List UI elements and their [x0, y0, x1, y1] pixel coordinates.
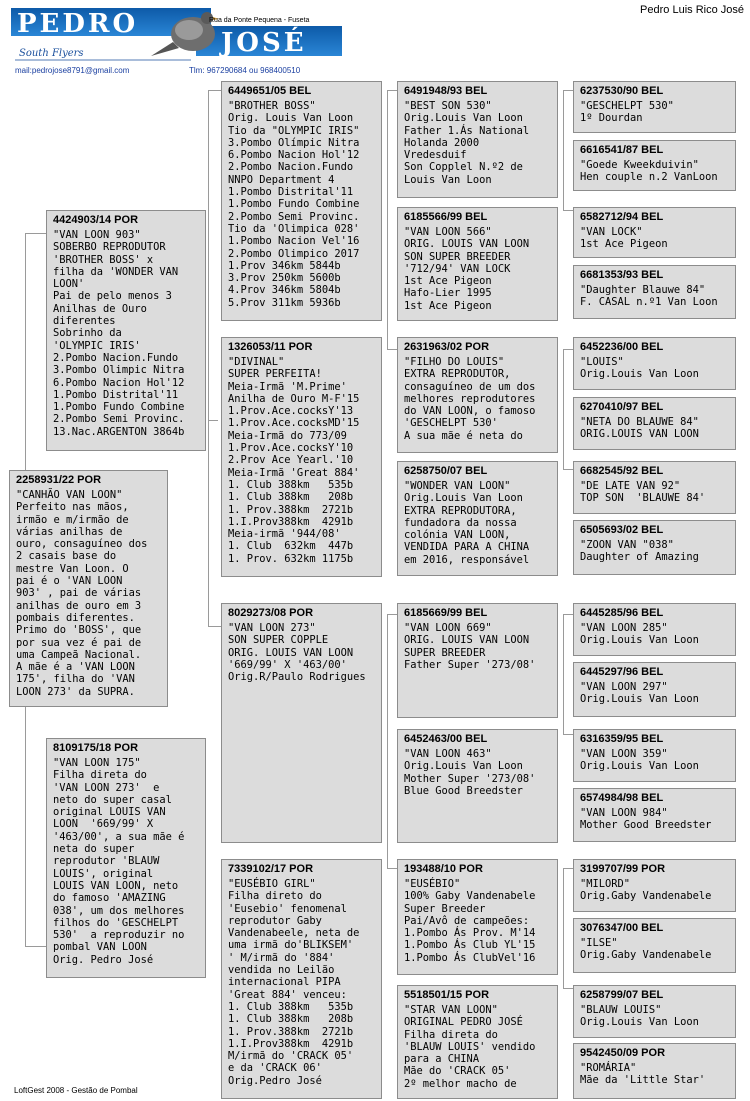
pedigree-card-gen4[interactable]: [573, 918, 736, 973]
pigeon-description: "ZOON VAN "038" Daughter of Amazing: [580, 539, 699, 564]
pedigree-card-gen4[interactable]: [573, 788, 736, 842]
pedigree-card-gen3[interactable]: [397, 729, 558, 843]
pedigree-card-gen4[interactable]: [573, 859, 736, 912]
pedigree-card-gen4[interactable]: [573, 397, 736, 450]
pedigree-card-subject[interactable]: [9, 470, 168, 707]
ring-number: 6445297/96 BEL: [580, 666, 664, 678]
pedigree-card-gen4[interactable]: [573, 265, 736, 319]
pedigree-card-gen4[interactable]: [573, 1043, 736, 1099]
pigeon-description: "VAN LOON 285" Orig.Louis Van Loon: [580, 622, 699, 647]
connector-line: [387, 349, 397, 350]
connector-line: [25, 233, 26, 473]
pedigree-card-gen3[interactable]: [397, 81, 558, 198]
pigeon-description: "MILORD" Orig.Gaby Vandenabele: [580, 878, 712, 903]
logo-phone: Tlm: 967290684 ou 968400510: [189, 66, 301, 75]
connector-line: [208, 626, 221, 627]
connector-line: [387, 90, 388, 350]
connector-line: [563, 210, 573, 211]
pigeon-description: "VAN LOON 359" Orig.Louis Van Loon: [580, 748, 699, 773]
pigeon-description: "VAN LOON 297" Orig.Louis Van Loon: [580, 681, 699, 706]
connector-line: [208, 90, 209, 627]
pedigree-card-sire[interactable]: [46, 210, 206, 451]
pedigree-card-gen2[interactable]: [221, 337, 382, 577]
owner-name: Pedro Luis Rico José: [640, 4, 744, 16]
connector-line: [563, 614, 573, 615]
ring-number: 2631963/02 POR: [404, 341, 490, 353]
ring-number: 8029273/08 POR: [228, 607, 314, 619]
pedigree-card-gen4[interactable]: [573, 520, 736, 575]
logo-email[interactable]: mail:pedrojose8791@gmail.com: [15, 66, 130, 75]
connector-line: [208, 420, 218, 421]
loft-logo: [11, 4, 342, 78]
pedigree-card-gen2[interactable]: [221, 81, 382, 321]
pigeon-description: "DE LATE VAN 92" TOP SON 'BLAUWE 84': [580, 480, 706, 505]
pigeon-description: "BROTHER BOSS" Orig. Louis Van Loon Tio da "OLYMPIC IRIS" 3.Pombo Olímpic Nitra 6.Pombo Nacion Hol'12 2.Pombo Nacion.Fundo NNPO Department 4 1.Pombo Distrital'11 1.Pombo Fundo Combine 2.Pombo Semi Provinc. Tio da 'Olimpica 028' 1.Pombo Nacion Vel'16 2.Pombo Olimpico 2017 1.Prov 346km 5844b 3.Prov 250km 5600b 4.Prov 346km 5804b 5.Prov 311km 5936b: [228, 100, 360, 309]
pedigree-card-gen3[interactable]: [397, 461, 558, 576]
ring-number: 3076347/00 BEL: [580, 922, 664, 934]
ring-number: 6185566/99 BEL: [404, 211, 488, 223]
pedigree-card-gen3[interactable]: [397, 603, 558, 718]
ring-number: 6582712/94 BEL: [580, 211, 664, 223]
ring-number: 6616541/87 BEL: [580, 144, 664, 156]
pedigree-card-gen2[interactable]: [221, 603, 382, 843]
connector-line: [563, 349, 564, 469]
connector-line: [563, 868, 573, 869]
logo-address: Rua da Ponte Pequena - Fuseta: [209, 17, 310, 24]
pedigree-card-gen4[interactable]: [573, 603, 736, 656]
pedigree-card-gen3[interactable]: [397, 985, 558, 1099]
connector-line: [387, 90, 397, 91]
pigeon-description: "NETA DO BLAUWE 84" ORIG.LOUIS VAN LOON: [580, 416, 699, 441]
ring-number: 6574984/98 BEL: [580, 792, 664, 804]
ring-number: 3199707/99 POR: [580, 863, 666, 875]
pigeon-description: "CANHÃO VAN LOON" Perfeito nas mãos, irmão e m/irmão de várias anilhas de ouro, consaguíneo dos 2 casais base do mestre Van Loon. O pai é o 'VAN LOON 903' , pai de várias anilhas de ouro em 3 pombais diferentes. Primo do 'BOSS', que por sua vez é pai de uma Campeã Nacional. A mãe é a 'VAN LOON 175', filha do 'VAN LOON 273' da SUPRA.: [16, 489, 148, 698]
pigeon-description: "VAN LOON 984" Mother Good Breedster: [580, 807, 712, 832]
connector-line: [563, 90, 564, 210]
pedigree-card-gen4[interactable]: [573, 662, 736, 717]
connector-line: [563, 90, 573, 91]
pedigree-card-gen4[interactable]: [573, 337, 736, 390]
pigeon-description: "Goede Kweekduivin" Hen couple n.2 VanLoon: [580, 159, 718, 184]
ring-number: 6449651/05 BEL: [228, 85, 312, 97]
pigeon-description: "FILHO DO LOUIS" EXTRA REPRODUTOR, consaguíneo de um dos melhores reprodutores do VAN LOON, o famoso 'GESCHELPT 530' A sua mãe é neta do: [404, 356, 536, 442]
ring-number: 4424903/14 POR: [53, 214, 139, 226]
connector-line: [387, 868, 397, 869]
pigeon-description: "GESCHELPT 530" 1º Dourdan: [580, 100, 674, 125]
pedigree-card-gen4[interactable]: [573, 140, 736, 191]
ring-number: 6682545/92 BEL: [580, 465, 664, 477]
pigeon-description: "ROMÁRIA" Mãe da 'Little Star': [580, 1062, 706, 1087]
connector-line: [25, 946, 46, 947]
pedigree-card-gen4[interactable]: [573, 461, 736, 514]
ring-number: 6316359/95 BEL: [580, 733, 664, 745]
connector-line: [25, 706, 26, 946]
ring-number: 5518501/15 POR: [404, 989, 490, 1001]
pigeon-description: "ILSE" Orig.Gaby Vandenabele: [580, 937, 712, 962]
ring-number: 8109175/18 POR: [53, 742, 139, 754]
pedigree-card-gen2[interactable]: [221, 859, 382, 1099]
ring-number: 6681353/93 BEL: [580, 269, 664, 281]
logo-graphic: [11, 4, 342, 78]
ring-number: 6270410/97 BEL: [580, 401, 664, 413]
footer-credit: LoftGest 2008 - Gestão de Pombal: [14, 1086, 138, 1095]
connector-line: [563, 868, 564, 988]
ring-number: 6237530/90 BEL: [580, 85, 664, 97]
pigeon-description: "WONDER VAN LOON" Orig.Louis Van Loon EXTRA REPRODUTORA, fundadora da nossa colónia VAN LOON, VENDIDA PARA A CHINA em 2016, responsável: [404, 480, 530, 566]
ring-number: 6491948/93 BEL: [404, 85, 488, 97]
pedigree-card-gen4[interactable]: [573, 81, 736, 133]
pedigree-card-gen3[interactable]: [397, 207, 558, 321]
pigeon-description: "EUSÉBIO" 100% Gaby Vandenabele Super Breeder Pai/Avô de campeões: 1.Pombo Ás Prov. M'14 1.Pombo Ás Club YL'15 1.Pombo Ás ClubVel'16: [404, 878, 536, 964]
ring-number: 2258931/22 POR: [16, 474, 102, 486]
connector-line: [387, 614, 397, 615]
ring-number: 6505693/02 BEL: [580, 524, 664, 536]
logo-title-right: JOSÉ: [221, 28, 307, 58]
pigeon-description: "Daughter Blauwe 84" F. CASAL n.º1 Van Loon: [580, 284, 718, 309]
connector-line: [25, 233, 46, 234]
connector-line: [563, 614, 564, 734]
pigeon-description: "EUSÉBIO GIRL" Filha direto do 'Eusebio' fenomenal reprodutor Gaby Vandenabeele, neta de uma irmã do'BLIKSEM' ' M/irmã do '884' vendida no Leilão internacional PIPA 'Great 884' venceu: 1. Club 388km 535b 1. Club 388km 208b 1. Prov.388km 2721b 1.I.Prov388km 4291b M/irmã do 'CRACK 05' e da 'CRACK 06' Orig.Pedro José: [228, 878, 360, 1087]
ring-number: 6258799/07 BEL: [580, 989, 664, 1001]
ring-number: 6185669/99 BEL: [404, 607, 488, 619]
connector-line: [387, 614, 388, 869]
pedigree-card-dam[interactable]: [46, 738, 206, 978]
ring-number: 6452463/00 BEL: [404, 733, 488, 745]
pigeon-description: "VAN LOON 566" ORIG. LOUIS VAN LOON SON SUPER BREEDER '712/94' VAN LOCK 1st Ace Pigeon Hafo-Lier 1995 1st Ace Pigeon: [404, 226, 530, 312]
ring-number: 9542450/09 POR: [580, 1047, 666, 1059]
pedigree-card-gen4[interactable]: [573, 985, 736, 1038]
pigeon-description: "VAN LOCK" 1st Ace Pigeon: [580, 226, 668, 251]
pedigree-card-gen4[interactable]: [573, 729, 736, 782]
pedigree-card-gen4[interactable]: [573, 207, 736, 258]
connector-line: [563, 469, 573, 470]
ring-number: 1326053/11 POR: [228, 341, 313, 353]
logo-title-left: PEDRO: [17, 9, 139, 39]
ring-number: 6452236/00 BEL: [580, 341, 664, 353]
pedigree-card-gen3[interactable]: [397, 859, 558, 975]
ring-number: 6258750/07 BEL: [404, 465, 488, 477]
connector-line: [208, 90, 221, 91]
pigeon-description: "VAN LOON 903" SOBERBO REPRODUTOR 'BROTHER BOSS' x filha da 'WONDER VAN LOON' Pai de pelo menos 3 Anilhas de Ouro diferentes Sobrinho da 'OLYMPIC IRIS' 2.Pombo Nacion.Fundo 3.Pombo Olimpic Nitra 6.Pombo Nacion Hol'12 1.Pombo Distrital'11 1.Pombo Fundo Combine 2.Pombo Semi Provinc. 13.Nac.ARGENTON 3864b: [53, 229, 185, 438]
pedigree-card-gen3[interactable]: [397, 337, 558, 453]
ring-number: 193488/10 POR: [404, 863, 483, 875]
pigeon-description: "LOUIS" Orig.Louis Van Loon: [580, 356, 699, 381]
pigeon-description: "BEST SON 530" Orig.Louis Van Loon Father 1.Ás National Holanda 2000 Vredesduif Son Copplel N.º2 de Louis Van Loon: [404, 100, 530, 186]
pigeon-description: "BLAUW LOUIS" Orig.Louis Van Loon: [580, 1004, 699, 1029]
connector-line: [563, 349, 573, 350]
pigeon-description: "VAN LOON 669" ORIG. LOUIS VAN LOON SUPER BREEDER Father Super '273/08': [404, 622, 536, 671]
logo-tagline: South Flyers: [19, 48, 84, 59]
ring-number: 7339102/17 POR: [228, 863, 314, 875]
connector-line: [563, 734, 573, 735]
pigeon-description: "STAR VAN LOON" ORIGINAL PEDRO JOSÉ Filha direta do 'BLAUW LOUIS' vendido para a CHINA Mãe do 'CRACK 05' 2º melhor macho de: [404, 1004, 536, 1090]
pigeon-description: "VAN LOON 463" Orig.Louis Van Loon Mother Super '273/08' Blue Good Breedster: [404, 748, 536, 797]
pigeon-description: "VAN LOON 273" SON SUPER COPPLE ORIG. LOUIS VAN LOON '669/99' X '463/00' Orig.R/Paulo Rodrigues: [228, 622, 366, 684]
ring-number: 6445285/96 BEL: [580, 607, 664, 619]
pigeon-description: "DIVINAL" SUPER PERFEITA! Meia-Irmã 'M.Prime' Anilha de Ouro M-F'15 1.Prov.Ace.cocksY'13 1.Prov.Ace.cocksMD'15 Meia-Irmã do 773/09 1.Prov.Ace.cocksY'10 2.Prov Ace Yearl.'10 Meia-Irmã 'Great 884' 1. Club 388km 535b 1. Club 388km 208b 1. Prov.388km 2721b 1.I.Prov388km 4291b Meia-irmã '944/08' 1. Club 632km 447b 1. Prov. 632km 1175b: [228, 356, 360, 565]
connector-line: [563, 988, 573, 989]
pigeon-description: "VAN LOON 175" Filha direta do 'VAN LOON 273' e neto do super casal original LOUIS VAN LOON '669/99' X '463/00', a sua mãe é neta do super reprodutor 'BLAUW LOUIS', original LOUIS VAN LOON, neto do famoso 'AMAZING 038', um dos melhores filhos do 'GESCHELPT 530' a reproduzir no pombal VAN LOON Orig. Pedro José: [53, 757, 185, 966]
